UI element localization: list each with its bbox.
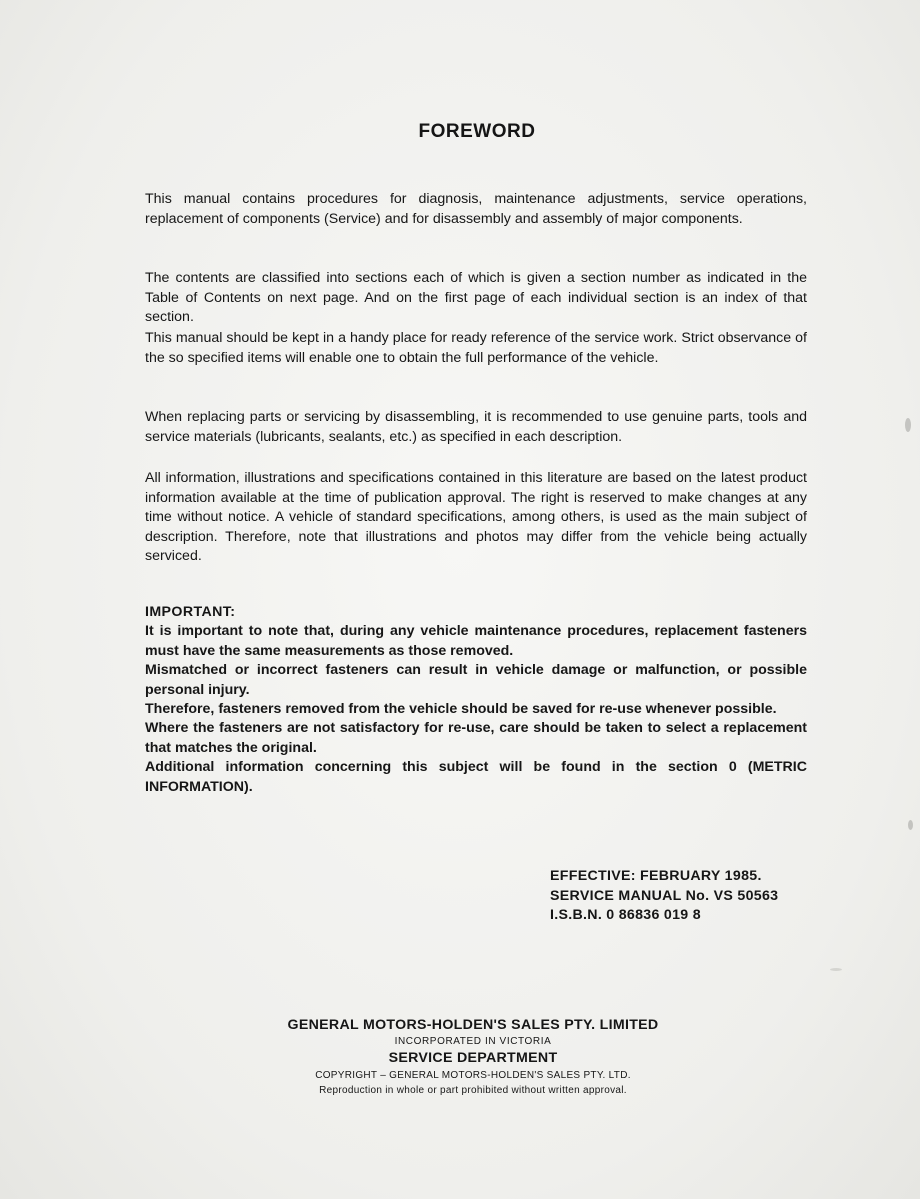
incorporation-note: INCORPORATED IN VICTORIA bbox=[394, 1036, 552, 1047]
publisher-footer bbox=[0, 1016, 920, 1098]
paper-speck bbox=[905, 418, 911, 432]
paragraph-text: When replacing parts or servicing by disassembling, it is recommended to use genuine parts, tools and service materials (lubricants, sealants, etc.) as specified in each description. bbox=[145, 409, 807, 445]
copyright-note: COPYRIGHT – GENERAL MOTORS-HOLDEN'S SALES PTY. LTD. bbox=[315, 1070, 631, 1081]
paragraph-text: The contents are classified into sections each of which is given a section number as indicated in the Table of Contents on next page. And on the first page of each individual section is an index of that section. bbox=[145, 270, 807, 325]
paragraph-handy-place bbox=[145, 329, 807, 368]
important-line: Mismatched or incorrect fasteners can result in vehicle damage or malfunction, or possible personal injury. bbox=[145, 662, 807, 698]
important-notice bbox=[145, 603, 807, 797]
paper-speck bbox=[908, 820, 913, 830]
service-manual-number: SERVICE MANUAL No. VS 50563 bbox=[550, 887, 779, 904]
paragraph-information bbox=[145, 469, 807, 567]
department-name: SERVICE DEPARTMENT bbox=[388, 1050, 558, 1066]
important-line: Therefore, fasteners removed from the vehicle should be saved for re-use whenever possible. bbox=[145, 701, 777, 718]
isbn: I.S.B.N. 0 86836 019 8 bbox=[550, 907, 701, 923]
important-heading: IMPORTANT: bbox=[145, 604, 236, 620]
paragraph-text: All information, illustrations and specifications contained in this literature are based on the latest product information available at the time of publication approval. The right is reserved to make changes at any time without notice. A vehicle of standard specifications, among others, is used as the main subject of description. Therefore, note that illustrations and photos may differ from the vehicle being actually serviced. bbox=[145, 470, 807, 564]
important-line: It is important to note that, during any vehicle maintenance procedures, replacement fasteners must have the same measurements as those removed. bbox=[145, 623, 807, 659]
paper-speck bbox=[830, 968, 842, 971]
paragraph-scope bbox=[145, 190, 807, 229]
publication-details bbox=[550, 867, 778, 926]
paragraph-contents bbox=[145, 269, 807, 328]
important-line: Additional information concerning this subject will be found in the section 0 (METRIC INFORMATION). bbox=[145, 759, 807, 795]
important-line: Where the fasteners are not satisfactory for re-use, care should be taken to select a replacement that matches the original. bbox=[145, 720, 807, 756]
paragraph-text: This manual should be kept in a handy place for ready reference of the service work. Strict observance of the so specified items will enable one to obtain the full performance of the vehicle. bbox=[145, 330, 807, 366]
effective-date: EFFECTIVE: FEBRUARY 1985. bbox=[550, 868, 762, 884]
company-name: GENERAL MOTORS-HOLDEN'S SALES PTY. LIMITED bbox=[287, 1017, 659, 1033]
paragraph-genuine-parts bbox=[145, 408, 807, 447]
paragraph-text: This manual contains procedures for diagnosis, maintenance adjustments, service operations, replacement of components (Service) and for disassembly and assembly of major components. bbox=[145, 191, 807, 227]
reproduction-note: Reproduction in whole or part prohibited without written approval. bbox=[319, 1085, 627, 1096]
page-title: FOREWORD bbox=[418, 121, 536, 142]
